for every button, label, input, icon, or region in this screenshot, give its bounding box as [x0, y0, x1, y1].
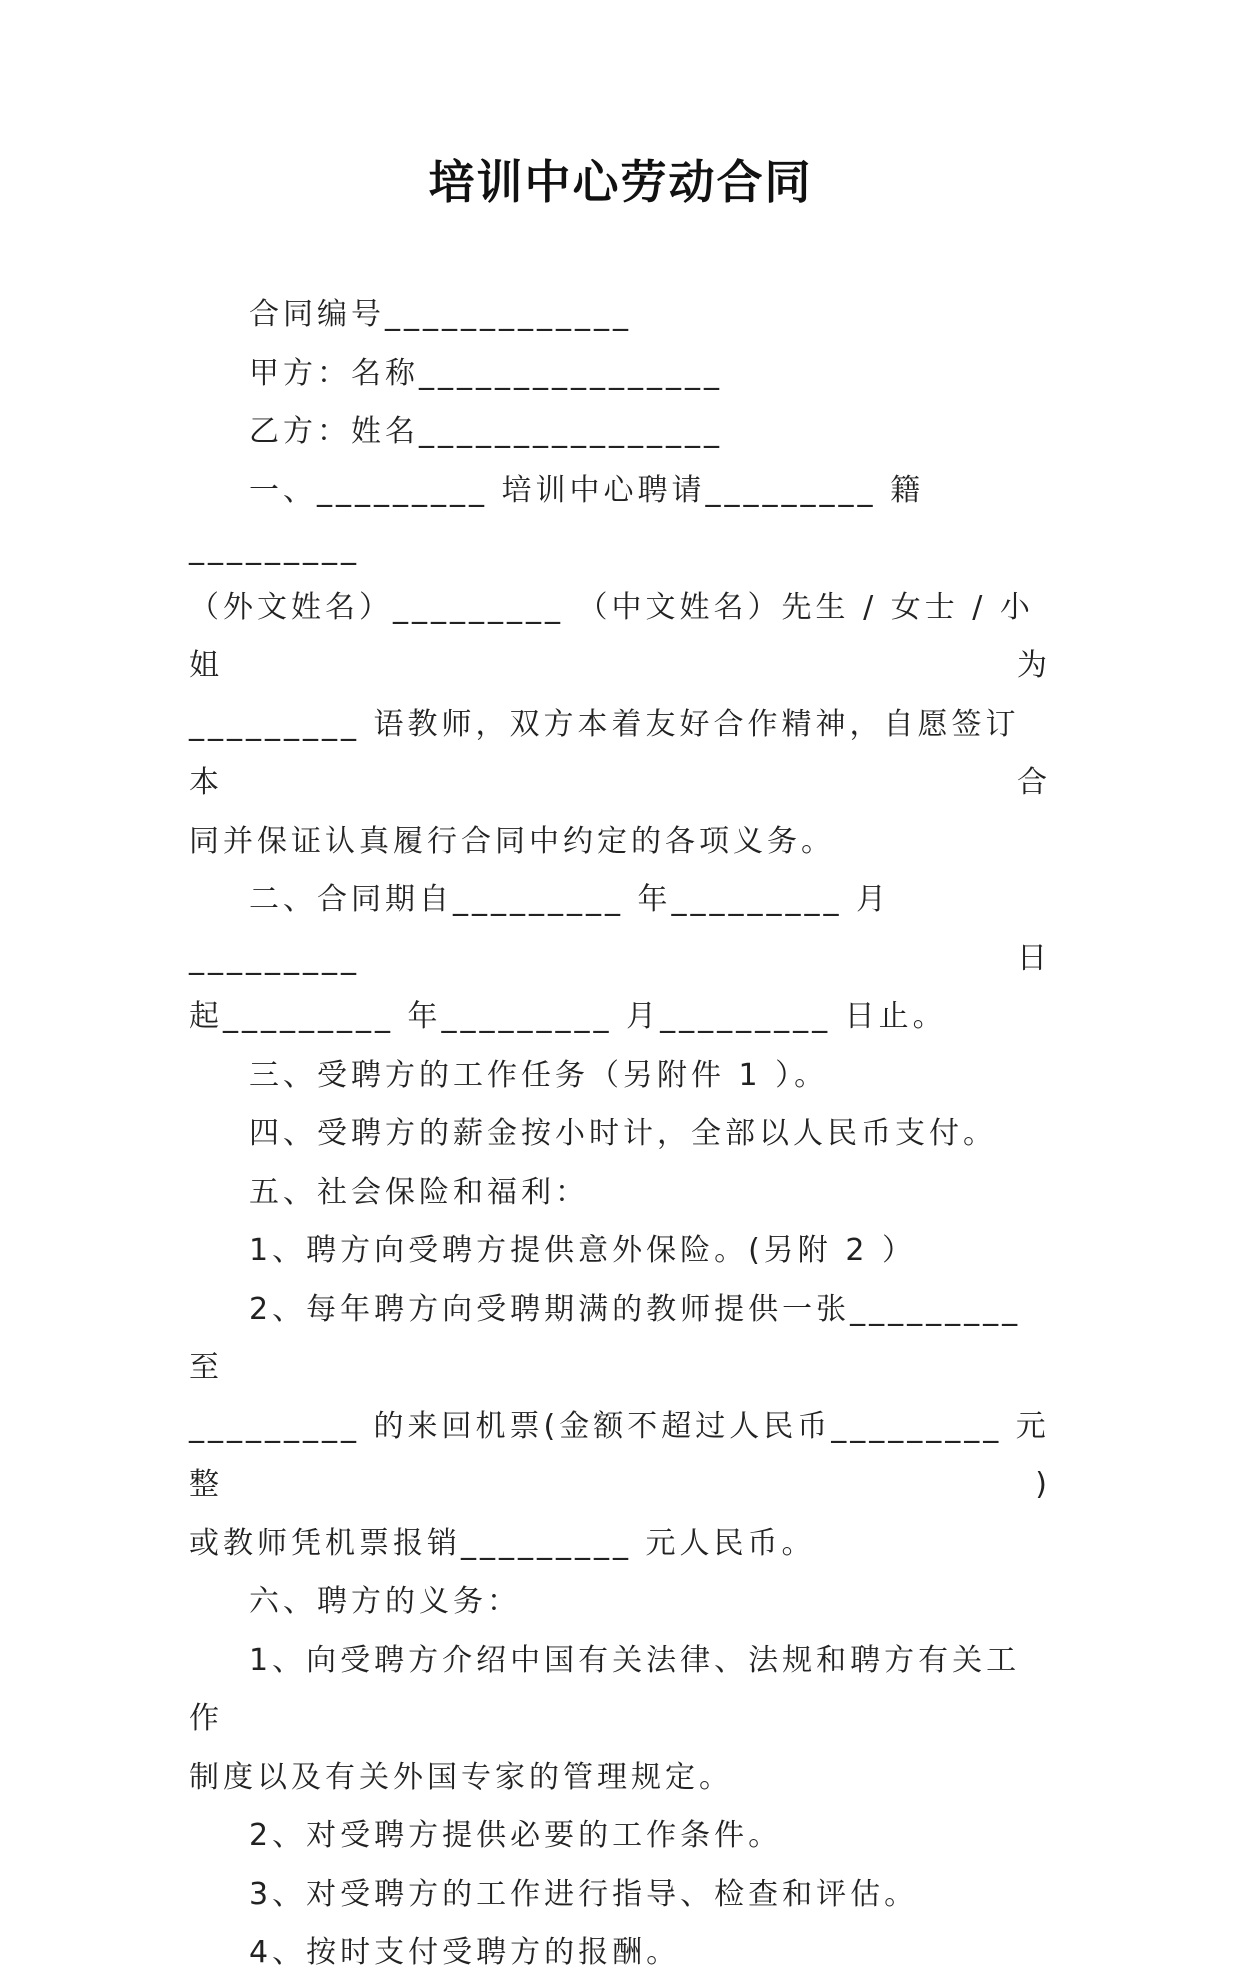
- clause-1-line-4: 同并保证认真履行合同中约定的各项义务。: [189, 823, 835, 859]
- clause-4: 四、受聘方的薪金按小时计，全部以人民币支付。: [249, 1116, 997, 1151]
- clause-5-item-1: 1、聘方向受聘方提供意外保险。(另附 2 ）: [249, 1233, 916, 1268]
- clause-6-item-3: 3、对受聘方的工作进行指导、检查和评估。: [249, 1876, 919, 1912]
- clause-6-item-2: 2、对受聘方提供必要的工作条件。: [249, 1818, 783, 1853]
- clause-6-item-1-line-2: 制度以及有关外国专家的管理规定。: [189, 1759, 733, 1795]
- clause-3: 三、受聘方的工作任务（另附件 1 ）。: [249, 1057, 829, 1093]
- clause-5-item-2-line-2: _________ 的来回机票(金额不超过人民币_________ 元整): [189, 1408, 1051, 1502]
- document-body: [189, 286, 1051, 1983]
- party-b-line: 乙方：姓名________________: [249, 414, 723, 449]
- clause-6-heading: 六、聘方的义务：: [249, 1584, 521, 1619]
- clause-5-item-2-line-3: 或教师凭机票报销_________ 元人民币。: [189, 1525, 816, 1561]
- clause-1-line-2: （外文姓名）_________ （中文姓名）先生 / 女士 / 小姐为: [189, 589, 1051, 683]
- clause-1-line-1: 一、_________ 培训中心聘请_________ 籍_________: [189, 472, 925, 566]
- party-a-line: 甲方：名称________________: [249, 355, 723, 391]
- clause-2-line-2: 起_________ 年_________ 月_________ 日止。: [189, 999, 947, 1034]
- document-title: 培训中心劳动合同: [428, 155, 813, 209]
- clause-1-line-3: _________ 语教师，双方本着友好合作精神，自愿签订本合: [189, 706, 1051, 800]
- contract-number-line: 合同编号_____________: [249, 297, 632, 332]
- clause-6-item-1-line-1: 1、向受聘方介绍中国有关法律、法规和聘方有关工作: [189, 1642, 1021, 1736]
- clause-5-item-2-line-1: 2、每年聘方向受聘期满的教师提供一张_________ 至: [189, 1291, 1022, 1385]
- clause-2-line-1: 二、合同期自_________ 年_________ 月_________ 日: [189, 882, 1051, 976]
- clause-6-item-4: 4、按时支付受聘方的报酬。: [249, 1935, 681, 1970]
- clause-5-heading: 五、社会保险和福利：: [249, 1174, 589, 1210]
